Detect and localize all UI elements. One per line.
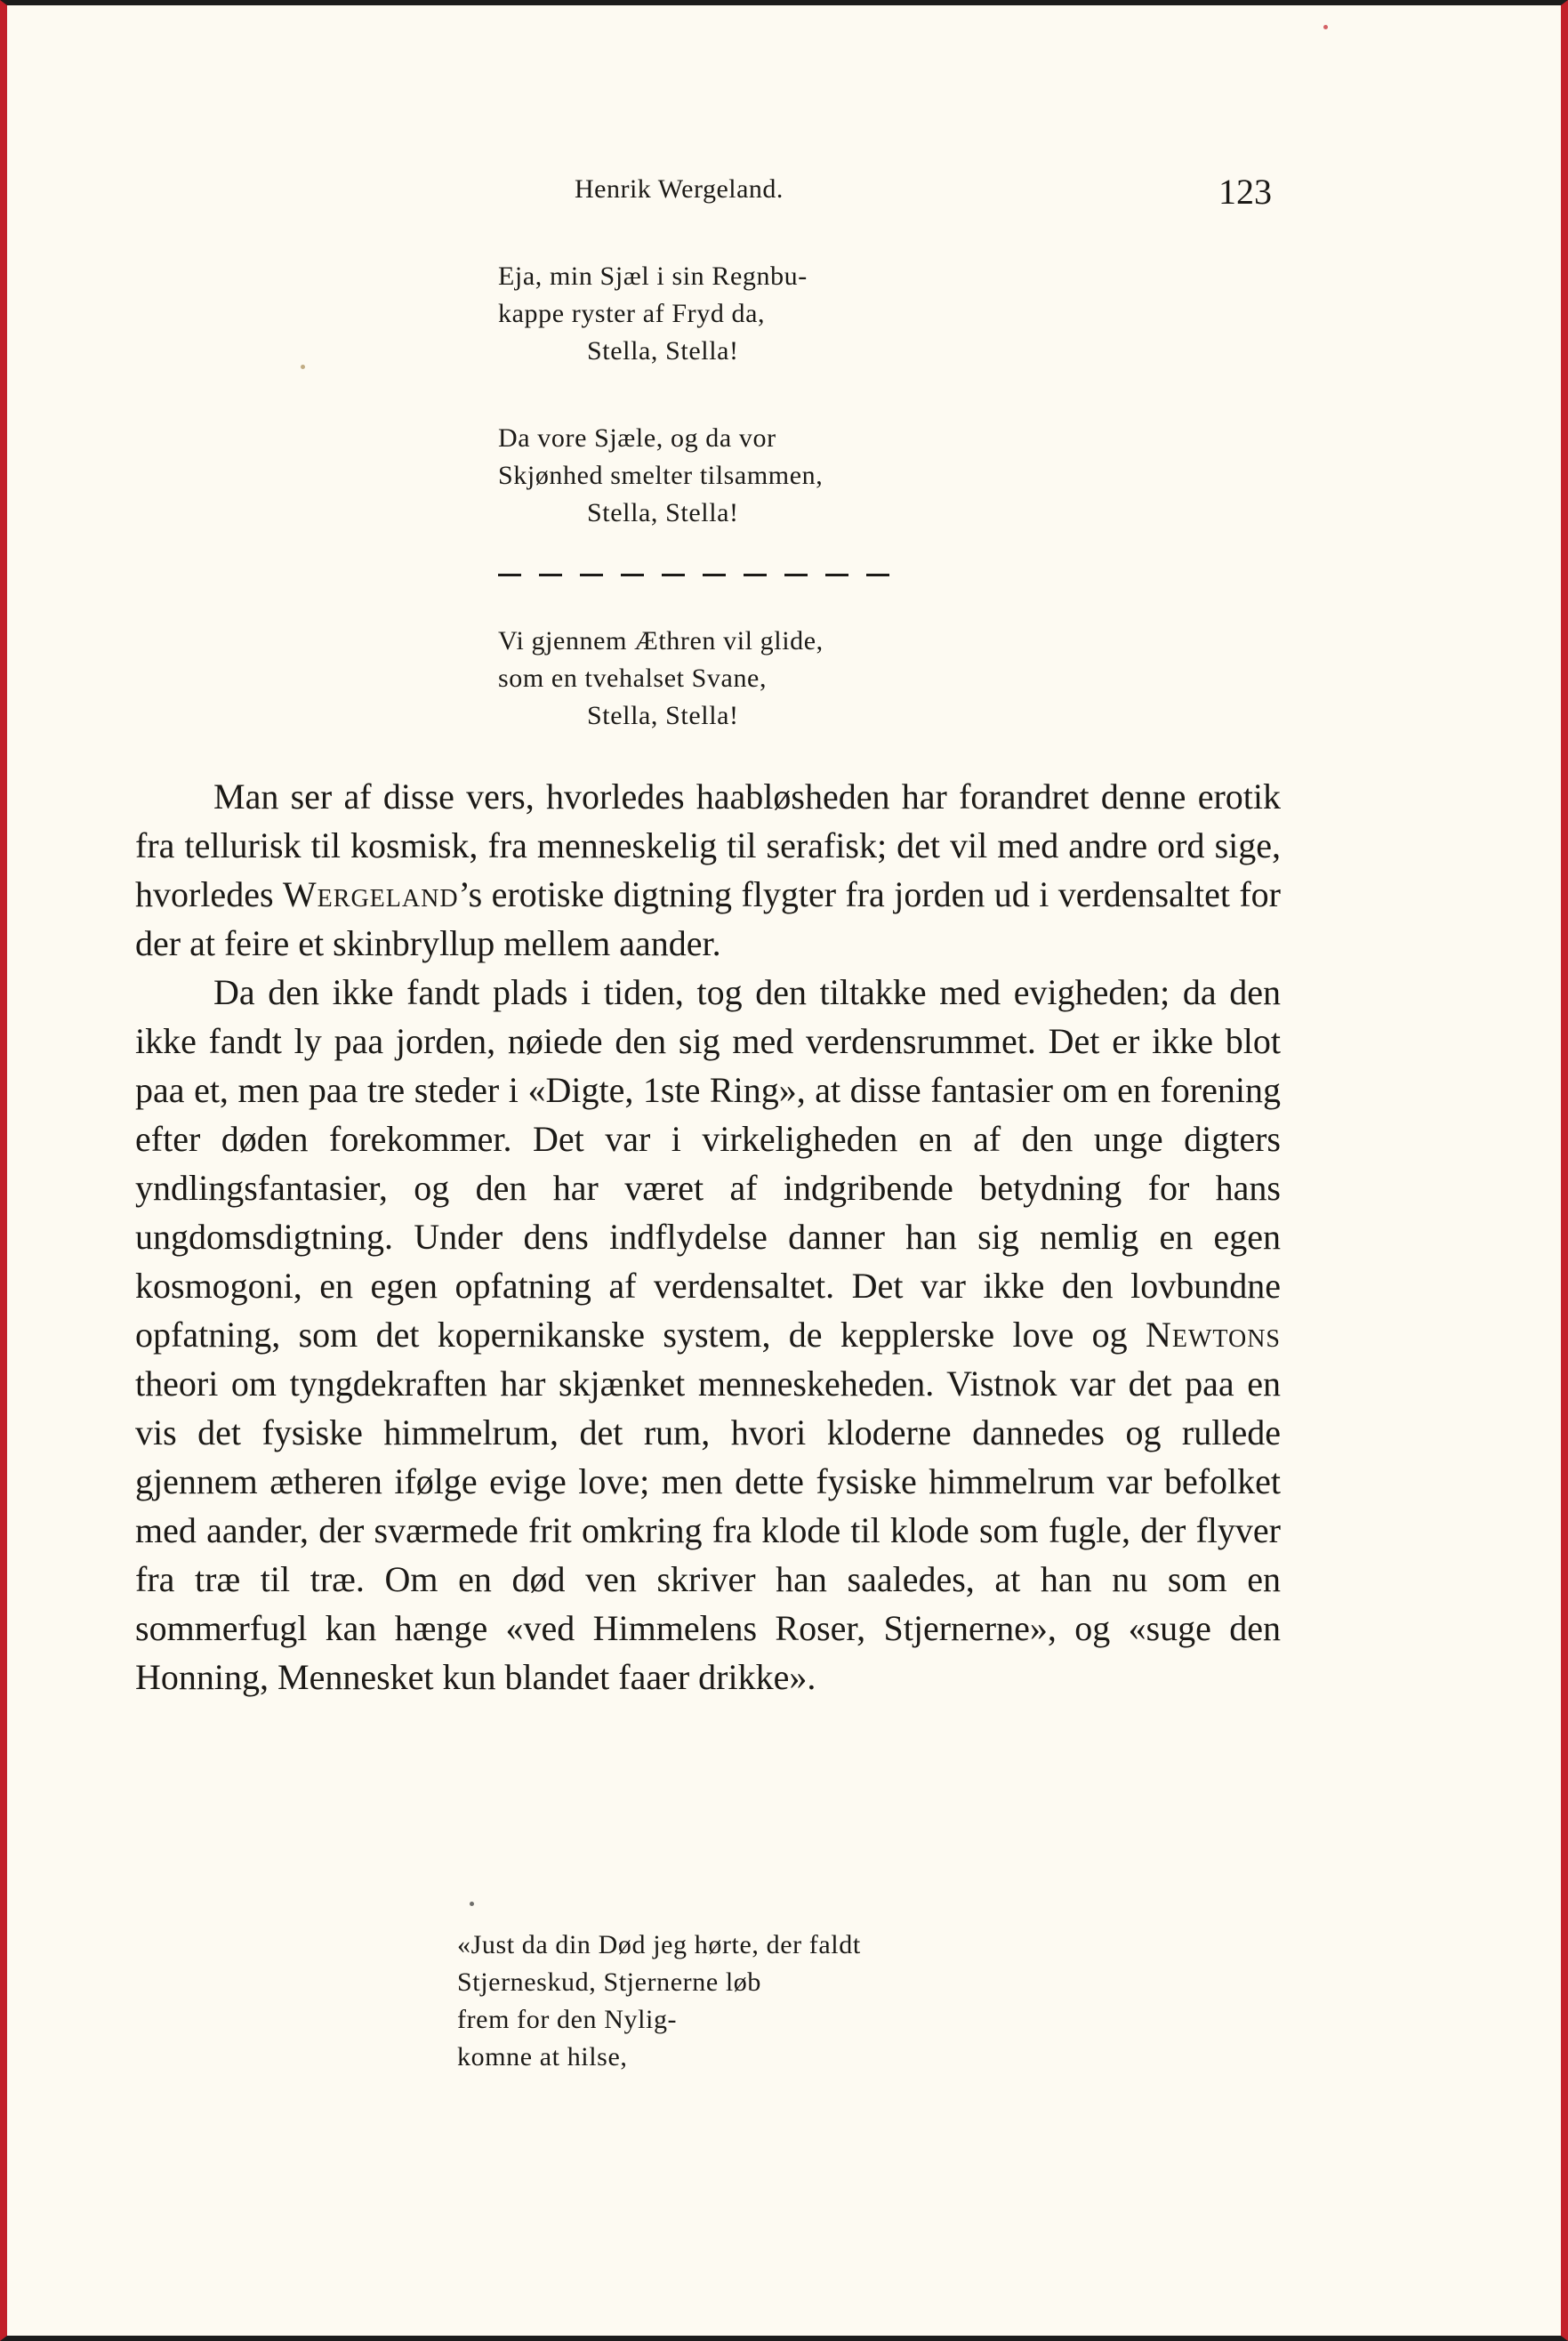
stanza-separator — [498, 574, 893, 579]
poem-stanza-2 — [498, 420, 823, 532]
quote-line: komne at hilse, — [457, 2042, 628, 2072]
page-header — [0, 174, 1568, 219]
paper-speck — [301, 365, 305, 369]
quote-line: frem for den Nylig- — [457, 2005, 678, 2034]
poem-line: Eja, min Sjæl i sin Regnbu- — [498, 261, 808, 291]
poem-stanza-3 — [498, 623, 824, 735]
quote-line: «Just da din Død jeg hørte, der faldt — [457, 1930, 861, 1959]
poem-refrain: Stella, Stella! — [587, 336, 739, 366]
poem-stanza-1 — [498, 258, 808, 370]
body-text — [135, 772, 1281, 1701]
quote-line: Stjerneskud, Stjernerne løb — [457, 1967, 761, 1997]
page-number: 123 — [1218, 172, 1272, 212]
poem-line: Da vore Sjæle, og da vor — [498, 423, 776, 453]
poem-line: som en tvehalset Svane, — [498, 664, 768, 693]
author-name-smallcaps: Wergeland — [282, 874, 459, 914]
paragraph-2: Da den ikke fandt plads i tiden, tog den tiltakke med evigheden; da den ikke fandt ly paa jorden, nøiede den sig med verdensrummet. Det er ikke blot paa et, men paa tre steder i «Digte, 1ste Ring», at disse fantasier om en forening efter døden forekommer. Det var i virkeligheden en af den unge digters yndlingsfantasier, og den har været af indgribende betydning for hans ungdomsdigtning. Under dens indflydelse danner han sig nemlig en egen kosmogoni, en egen opfatning af verdensaltet. Det var ikke den lovbundne opfatning, som det kopernikanske system, de kepplerske love og Newtons theori om tyngdekraften har skjænket menneskeheden. Vistnok var det paa en vis det fysiske himmelrum, det rum, hvori kloderne dannedes og rullede gjennem ætheren ifølge evige love; men dette fysiske himmelrum var befolket med aander, der sværmede frit omkring fra klode til klode som fugle, der flyver fra træ til træ. Om en død ven skriver han saaledes, at han nu som en sommerfugl kan hænge «ved Himmelens Roser, Stjernerne», og «suge den Honning, Mennesket kun blandet faaer drikke». — [135, 972, 1281, 1697]
poem-refrain: Stella, Stella! — [587, 498, 739, 527]
running-title: Henrik Wergeland. — [575, 174, 784, 204]
poem-line: Skjønhed smelter tilsammen, — [498, 461, 824, 490]
poem-line: Vi gjennem Æthren vil glide, — [498, 626, 824, 656]
paper-speck — [1323, 25, 1328, 29]
poem-line: kappe ryster af Fryd da, — [498, 299, 766, 328]
block-quote-poem — [457, 1926, 861, 2075]
newton-name-smallcaps: Newtons — [1145, 1315, 1281, 1355]
poem-refrain: Stella, Stella! — [587, 701, 739, 730]
paper-speck — [470, 1902, 474, 1906]
paragraph-1: Man ser af disse vers, hvorledes haabløsheden har forandret denne erotik fra tellurisk til kosmisk, fra menneskelig til serafisk; det vil med andre ord sige, hvorledes Wergeland’s erotiske digtning flygter fra jorden ud i verdensaltet for der at feire et skinbryllup mellem aander. — [135, 776, 1282, 963]
